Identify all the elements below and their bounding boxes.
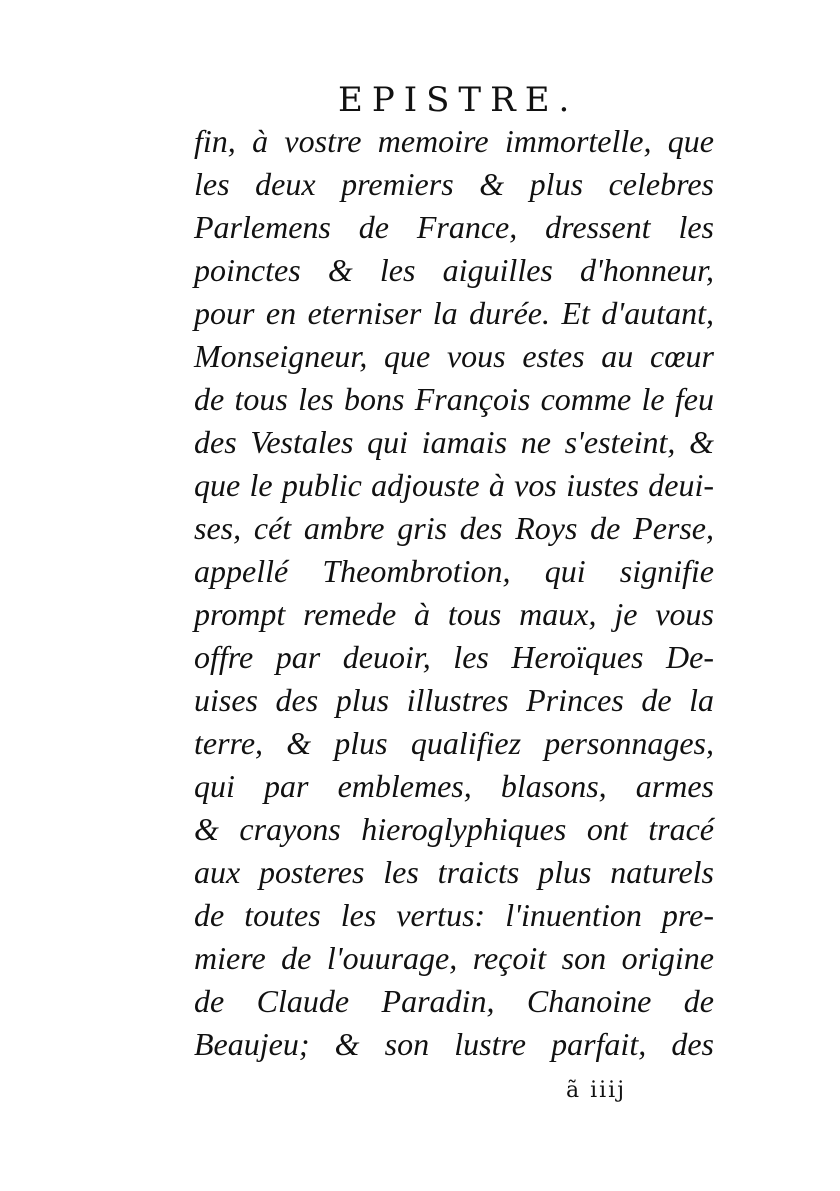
text-line: des Vestales qui iamais ne s'esteint, &: [194, 424, 714, 460]
body-text: [194, 120, 714, 1066]
signature-mark: ã iiij: [566, 1078, 627, 1103]
text-line: les deux premiers & plus celebres: [194, 166, 714, 202]
text-line: de tous les bons François comme le feu: [194, 381, 714, 417]
text-line: prompt remede à tous maux, je vous: [194, 596, 714, 632]
text-line: de toutes les vertus: l'inuention pre-: [194, 897, 714, 933]
text-line: terre, & plus qualifiez personnages,: [194, 725, 714, 761]
text-line: pour en eterniser la durée. Et d'autant,: [194, 295, 714, 331]
text-line: offre par deuoir, les Heroïques De-: [194, 639, 714, 675]
text-line: miere de l'ouurage, reçoit son origine: [194, 940, 714, 976]
text-line: aux posteres les traicts plus naturels: [194, 854, 714, 890]
text-line: que le public adjouste à vos iustes deui-: [194, 467, 714, 503]
text-line: Monseigneur, que vous estes au cœur: [194, 338, 714, 374]
text-line: qui par emblemes, blasons, armes: [194, 768, 714, 804]
text-line: & crayons hieroglyphiques ont tracé: [194, 811, 714, 847]
text-line: poinctes & les aiguilles d'honneur,: [194, 252, 714, 288]
running-heading: EPISTRE.: [338, 80, 579, 120]
text-line: ses, cét ambre gris des Roys de Perse,: [194, 510, 714, 546]
text-line: fin, à vostre memoire immortelle, que: [194, 123, 714, 159]
text-line: Beaujeu; & son lustre parfait, des: [194, 1026, 714, 1062]
text-line: appellé Theombrotion, qui signifie: [194, 553, 714, 589]
text-line: de Claude Paradin, Chanoine de: [194, 983, 714, 1019]
text-line: Parlemens de France, dressent les: [194, 209, 714, 245]
text-line: uises des plus illustres Princes de la: [194, 682, 714, 718]
